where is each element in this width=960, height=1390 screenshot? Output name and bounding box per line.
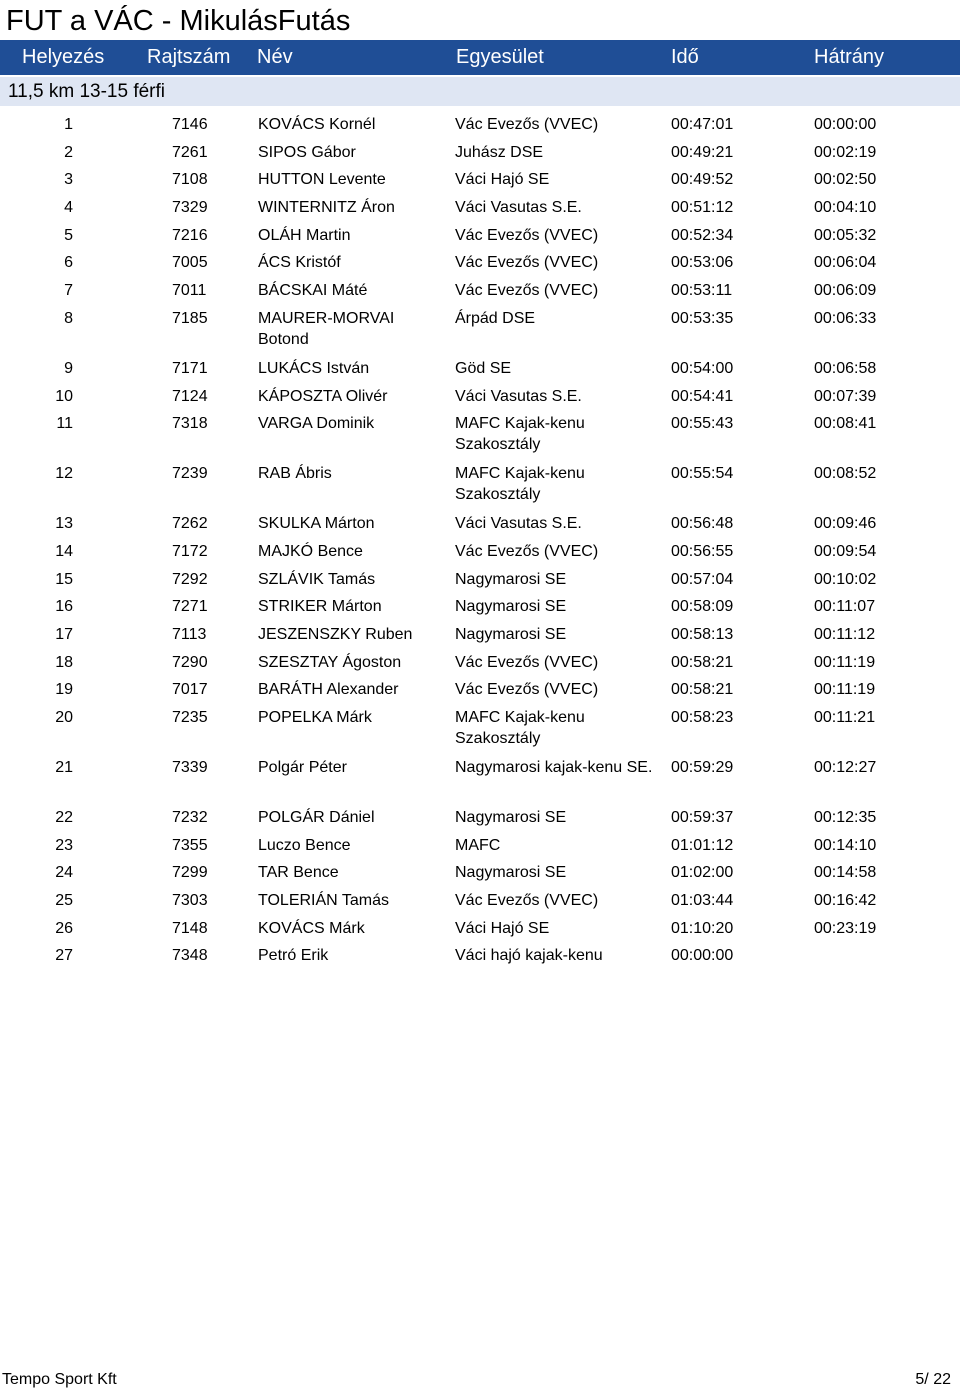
result-position: 3 (64, 171, 73, 189)
table-row (0, 219, 960, 247)
table-row (0, 302, 960, 352)
column-header-time: Idő (671, 46, 699, 68)
result-position: 7 (64, 282, 73, 300)
result-time: 00:59:37 (671, 809, 734, 826)
result-gap: 00:12:35 (814, 809, 877, 826)
result-time: 00:56:48 (671, 515, 734, 533)
result-bib: 7271 (172, 598, 208, 616)
result-position: 14 (55, 542, 73, 560)
result-time: 00:51:12 (671, 199, 734, 217)
result-bib: 7108 (172, 171, 208, 189)
result-name: POPELKA Márk (258, 709, 372, 726)
result-time: 00:55:54 (671, 465, 734, 483)
result-bib: 7171 (172, 359, 208, 377)
table-row (0, 163, 960, 191)
table-row (0, 136, 960, 164)
result-club: Vác Evezős (VVEC) (455, 282, 599, 300)
table-row (0, 801, 960, 829)
result-position: 1 (64, 116, 73, 133)
result-bib: 7339 (172, 759, 208, 776)
table-row (0, 912, 960, 940)
result-name: KOVÁCS Márk (258, 919, 365, 937)
result-time: 00:47:01 (671, 116, 734, 133)
result-club: MAFC Kajak-kenu Szakosztály (455, 709, 585, 747)
result-club: Vác Evezős (VVEC) (455, 116, 599, 133)
result-bib: 7185 (172, 309, 208, 327)
result-time: 01:10:20 (671, 919, 734, 937)
result-gap: 00:11:19 (814, 681, 876, 699)
result-bib: 7005 (172, 254, 208, 272)
result-position: 9 (64, 359, 73, 377)
result-club: Nagymarosi kajak-kenu SE. (455, 759, 653, 776)
result-bib: 7232 (172, 809, 208, 826)
result-position: 5 (64, 226, 73, 244)
result-name: ÁCS Kristóf (258, 254, 341, 272)
table-row (0, 856, 960, 884)
result-gap: 00:06:04 (814, 254, 877, 272)
table-row (0, 108, 960, 136)
result-club: MAFC Kajak-kenu Szakosztály (455, 415, 585, 454)
result-bib: 7329 (172, 199, 208, 217)
category-label: 11,5 km 13-15 férfi (8, 81, 166, 102)
result-gap: 00:14:10 (814, 836, 877, 854)
column-header-name: Név (257, 46, 293, 68)
result-name: POLGÁR Dániel (258, 809, 375, 826)
result-club: Váci Hajó SE (455, 919, 550, 937)
column-header-club: Egyesület (456, 46, 544, 68)
table-row (0, 352, 960, 380)
result-position: 4 (64, 199, 73, 217)
result-club: Vác Evezős (VVEC) (455, 542, 599, 560)
result-position: 12 (55, 465, 73, 483)
result-time: 00:58:13 (671, 625, 734, 643)
table-row (0, 407, 960, 457)
result-time: 00:54:00 (671, 359, 734, 377)
result-gap: 00:11:19 (814, 653, 876, 671)
table-row (0, 590, 960, 618)
table-row (0, 701, 960, 751)
result-position: 19 (55, 681, 73, 699)
table-row (0, 884, 960, 912)
result-club: Váci Vasutas S.E. (455, 515, 582, 533)
result-name: TAR Bence (258, 864, 339, 882)
result-name: MAJKÓ Bence (258, 542, 363, 560)
result-name: BARÁTH Alexander (258, 681, 399, 699)
result-bib: 7216 (172, 226, 208, 244)
result-position: 25 (55, 892, 73, 910)
table-row (0, 380, 960, 408)
result-gap: 00:02:50 (814, 171, 877, 189)
result-club: MAFC (455, 836, 501, 854)
result-bib: 7355 (172, 836, 208, 854)
result-name: Polgár Péter (258, 759, 347, 776)
result-club: Váci hajó kajak-kenu (455, 947, 603, 965)
result-gap: 00:08:52 (814, 465, 877, 483)
result-name: VARGA Dominik (258, 415, 375, 433)
result-club: Nagymarosi SE (455, 864, 567, 882)
result-time: 00:58:09 (671, 598, 734, 616)
result-club: Váci Vasutas S.E. (455, 387, 582, 405)
result-bib: 7172 (172, 542, 208, 560)
result-gap: 00:12:27 (814, 759, 877, 776)
result-club: Vác Evezős (VVEC) (455, 892, 599, 910)
result-gap: 00:09:46 (814, 515, 877, 533)
result-gap: 00:08:41 (814, 415, 877, 433)
result-position: 6 (64, 254, 73, 272)
column-header-gap: Hátrány (814, 46, 885, 68)
result-gap: 00:11:07 (814, 598, 876, 616)
table-row (0, 673, 960, 701)
result-time: 00:58:23 (671, 709, 734, 726)
result-bib: 7146 (172, 116, 208, 133)
result-club: Juhász DSE (455, 143, 544, 161)
result-club: Vác Evezős (VVEC) (455, 254, 599, 272)
result-name: KÁPOSZTA Olivér (258, 387, 388, 405)
result-club: Göd SE (455, 359, 512, 377)
result-name: SZLÁVIK Tamás (258, 570, 376, 588)
footer-page-number: 5/ 22 (915, 1371, 951, 1388)
result-position: 26 (55, 919, 73, 937)
result-gap: 00:11:21 (814, 709, 876, 726)
result-bib: 7262 (172, 515, 208, 533)
result-club: MAFC Kajak-kenu Szakosztály (455, 465, 585, 504)
result-name: SKULKA Márton (258, 515, 375, 533)
result-name: MAURER-MORVAI Botond (258, 309, 395, 348)
result-bib: 7261 (172, 143, 208, 161)
result-gap: 00:06:33 (814, 309, 877, 327)
result-name: BÁCSKAI Máté (258, 282, 368, 300)
result-time: 00:57:04 (671, 570, 734, 588)
result-bib: 7348 (172, 947, 208, 965)
table-row (0, 751, 960, 801)
result-gap: 00:05:32 (814, 226, 877, 244)
result-position: 15 (55, 570, 73, 588)
result-name: KOVÁCS Kornél (258, 116, 376, 133)
result-position: 8 (64, 309, 73, 327)
page-title: FUT a VÁC - MikulásFutás (6, 5, 351, 37)
result-gap: 00:06:09 (814, 282, 877, 300)
result-club: Váci Vasutas S.E. (455, 199, 582, 217)
result-time: 00:56:55 (671, 542, 734, 560)
table-row (0, 507, 960, 535)
result-position: 17 (55, 625, 73, 643)
result-time: 00:53:35 (671, 309, 734, 327)
result-time: 00:49:21 (671, 143, 734, 161)
result-bib: 7239 (172, 465, 208, 483)
result-gap: 00:09:54 (814, 542, 877, 560)
table-row (0, 274, 960, 302)
result-name: LUKÁCS István (258, 359, 370, 377)
result-bib: 7290 (172, 653, 208, 671)
result-position: 23 (55, 836, 73, 854)
column-header-bar (0, 40, 960, 75)
result-club: Vác Evezős (VVEC) (455, 681, 599, 699)
result-position: 13 (55, 515, 73, 533)
result-name: JESZENSZKY Ruben (258, 625, 413, 643)
result-time: 01:01:12 (671, 836, 734, 854)
result-position: 16 (55, 598, 73, 616)
result-bib: 7113 (172, 625, 207, 643)
table-row (0, 646, 960, 674)
result-gap: 00:07:39 (814, 387, 877, 405)
result-name: STRIKER Márton (258, 598, 382, 616)
result-name: SZESZTAY Ágoston (258, 653, 402, 671)
result-position: 10 (55, 387, 73, 405)
result-position: 24 (55, 864, 73, 882)
result-bib: 7124 (172, 387, 208, 405)
result-club: Nagymarosi SE (455, 598, 567, 616)
result-bib: 7235 (172, 709, 208, 726)
result-gap: 00:10:02 (814, 570, 877, 588)
result-position: 21 (55, 759, 73, 776)
result-bib: 7017 (172, 681, 208, 699)
table-row (0, 618, 960, 646)
table-row (0, 457, 960, 507)
result-position: 22 (55, 809, 73, 826)
result-position: 20 (55, 709, 73, 726)
results-table (0, 108, 960, 967)
result-position: 2 (64, 143, 73, 161)
result-time: 00:00:00 (671, 947, 734, 965)
table-row (0, 563, 960, 591)
footer-company: Tempo Sport Kft (2, 1371, 117, 1388)
table-row (0, 829, 960, 857)
table-row (0, 246, 960, 274)
result-name: RAB Ábris (258, 465, 332, 483)
result-position: 27 (55, 947, 73, 965)
result-time: 00:55:43 (671, 415, 734, 433)
result-time: 00:52:34 (671, 226, 734, 244)
result-name: OLÁH Martin (258, 226, 351, 244)
result-gap: 00:06:58 (814, 359, 877, 377)
table-row (0, 535, 960, 563)
result-club: Nagymarosi SE (455, 809, 567, 826)
result-club: Vác Evezős (VVEC) (455, 226, 599, 244)
result-club: Váci Hajó SE (455, 171, 550, 189)
result-time: 01:02:00 (671, 864, 734, 882)
result-position: 11 (56, 415, 73, 433)
result-gap: 00:02:19 (814, 143, 877, 161)
result-name: Luczo Bence (258, 836, 351, 854)
result-name: WINTERNITZ Áron (258, 199, 395, 217)
category-bar (0, 77, 960, 106)
result-club: Nagymarosi SE (455, 625, 567, 643)
result-club: Árpád DSE (455, 309, 536, 327)
result-bib: 7011 (172, 282, 207, 300)
result-gap: 00:04:10 (814, 199, 877, 217)
result-name: Petró Erik (258, 947, 329, 965)
result-position: 18 (55, 653, 73, 671)
result-name: TOLERIÁN Tamás (258, 892, 390, 910)
result-time: 00:53:06 (671, 254, 734, 272)
result-club: Vác Evezős (VVEC) (455, 653, 599, 671)
result-gap: 00:14:58 (814, 864, 877, 882)
column-header-bib: Rajtszám (147, 46, 231, 68)
result-gap: 00:00:00 (814, 116, 877, 133)
result-bib: 7148 (172, 919, 208, 937)
result-bib: 7299 (172, 864, 208, 882)
result-time: 00:58:21 (671, 681, 734, 699)
result-gap: 00:16:42 (814, 892, 877, 910)
result-time: 00:53:11 (671, 282, 733, 300)
result-name: SIPOS Gábor (258, 143, 356, 161)
result-time: 00:49:52 (671, 171, 734, 189)
result-bib: 7318 (172, 415, 208, 433)
result-bib: 7292 (172, 570, 208, 588)
result-bib: 7303 (172, 892, 208, 910)
result-time: 00:59:29 (671, 759, 734, 776)
result-name: HUTTON Levente (258, 171, 386, 189)
table-row (0, 939, 960, 967)
column-header-position: Helyezés (22, 46, 105, 68)
result-time: 00:58:21 (671, 653, 734, 671)
result-gap: 00:23:19 (814, 919, 877, 937)
result-club: Nagymarosi SE (455, 570, 567, 588)
result-gap: 00:11:12 (814, 625, 876, 643)
result-time: 00:54:41 (671, 387, 734, 405)
result-time: 01:03:44 (671, 892, 734, 910)
table-row (0, 191, 960, 219)
